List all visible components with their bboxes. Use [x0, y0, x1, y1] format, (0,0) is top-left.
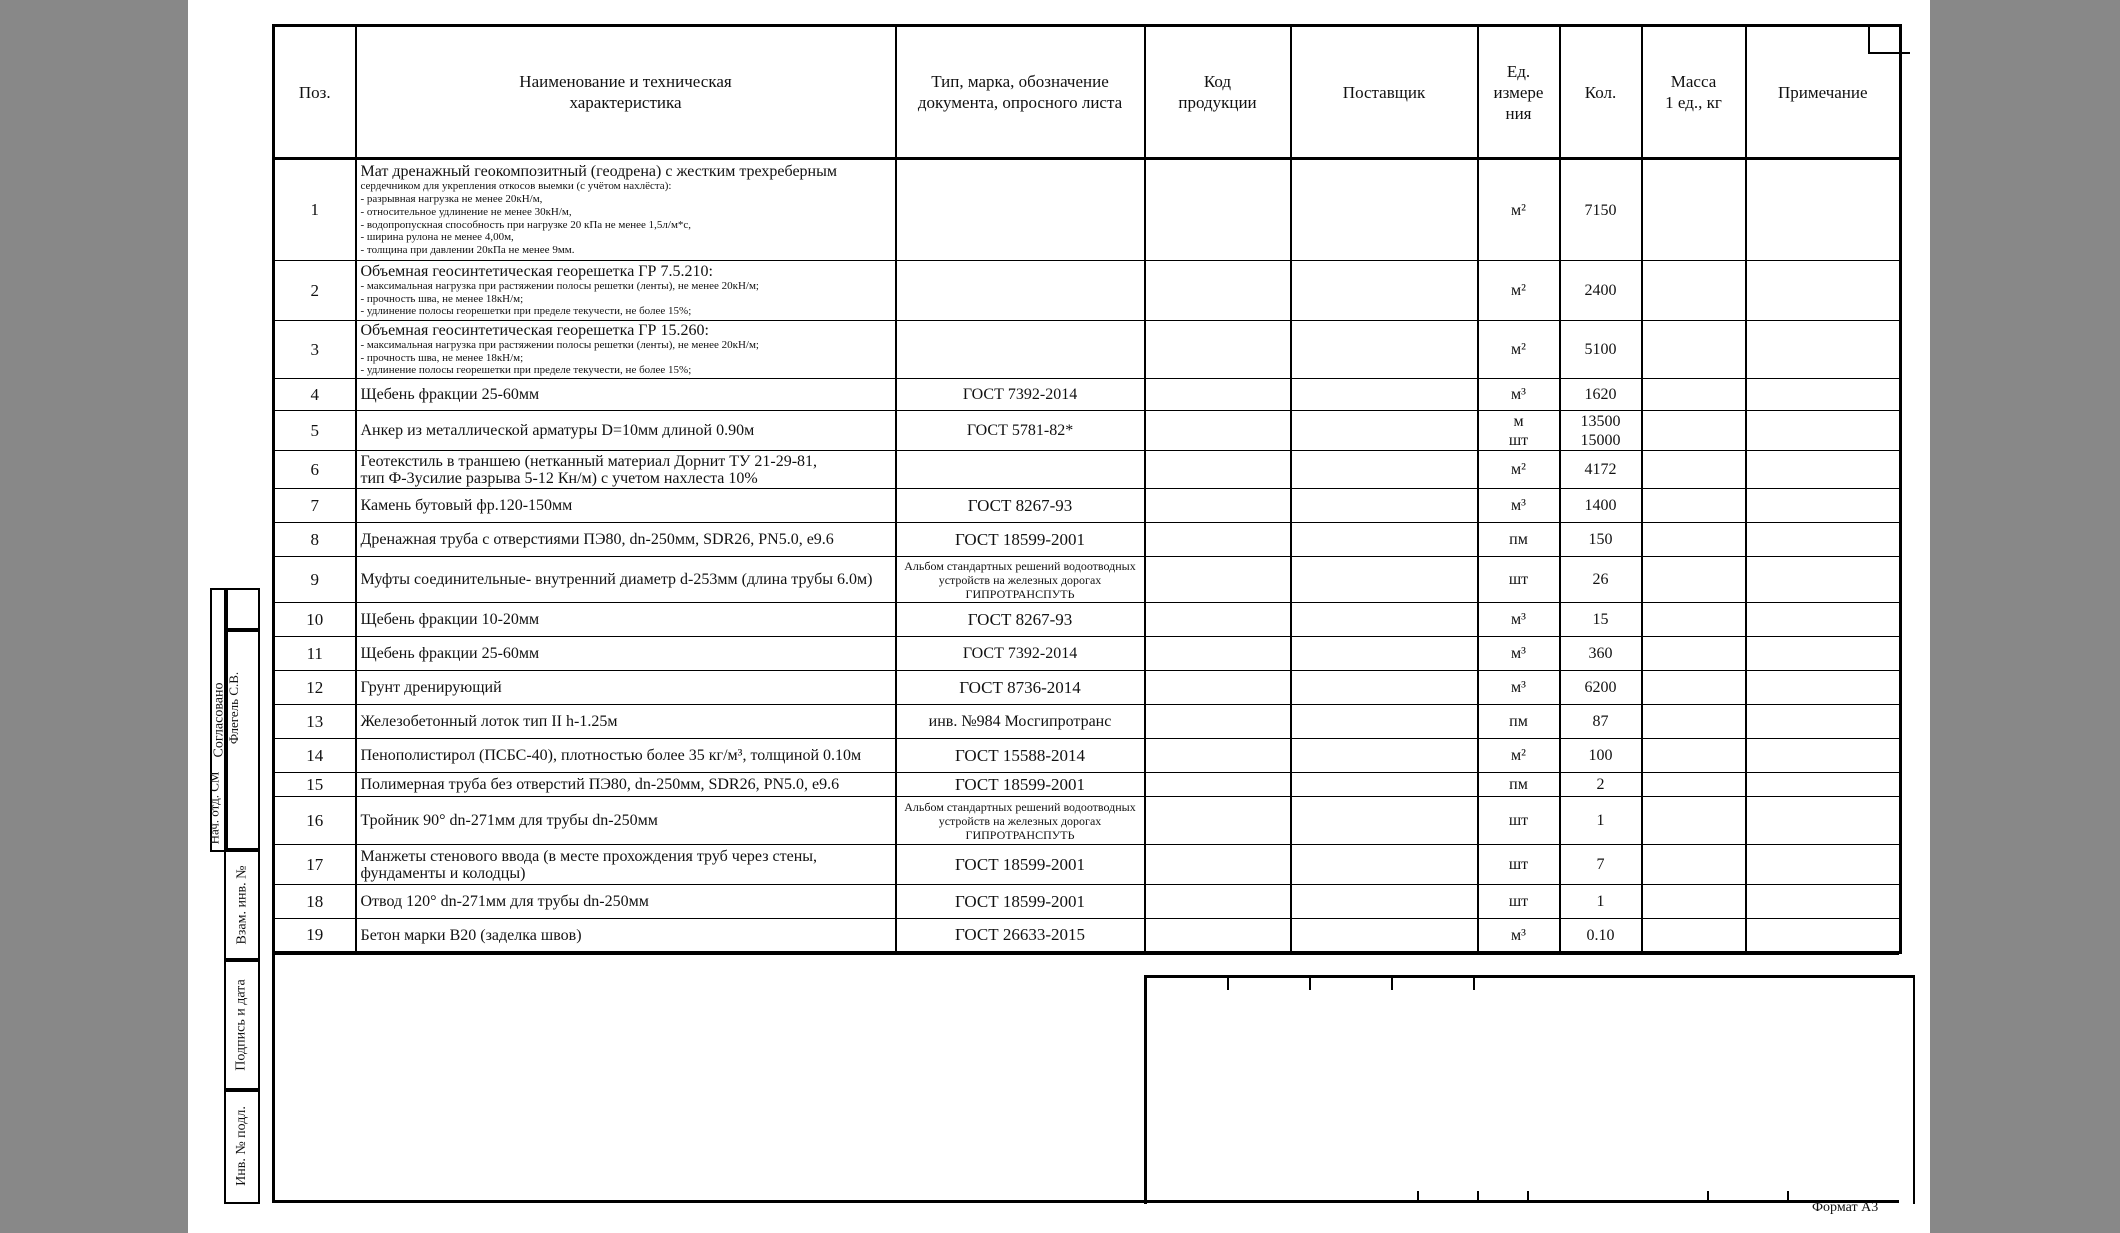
- side-stamp: [206, 588, 272, 1202]
- cell-pos: 4: [274, 379, 356, 411]
- cell-note: [1746, 603, 1901, 637]
- cell-doc: [896, 261, 1145, 321]
- stamp-signature-date: Подпись и дата: [224, 958, 260, 1092]
- cell-qty: 6200: [1560, 671, 1642, 705]
- cell-unit: м²: [1478, 739, 1560, 773]
- cell-note: [1746, 797, 1901, 845]
- cell-doc: ГОСТ 18599-2001: [896, 885, 1145, 919]
- cell-note: [1746, 557, 1901, 603]
- cell-qty: 360: [1560, 637, 1642, 671]
- cell-qty: 7150: [1560, 159, 1642, 261]
- cell-mass: [1642, 159, 1746, 261]
- cell-unit: м³: [1478, 919, 1560, 953]
- cell-supplier: [1291, 321, 1478, 379]
- stamp-head-dept: Нач. отд. СМ: [206, 771, 222, 845]
- cell-mass: [1642, 705, 1746, 739]
- cell-supplier: [1291, 489, 1478, 523]
- format-label: Формат А3: [1812, 1200, 1879, 1215]
- cell-code: [1145, 739, 1291, 773]
- cell-supplier: [1291, 411, 1478, 451]
- title-tick: [1391, 978, 1393, 990]
- cell-qty: 150: [1560, 523, 1642, 557]
- drawing-sheet: [188, 0, 1930, 1233]
- cell-supplier: [1291, 557, 1478, 603]
- cell-qty: 26: [1560, 557, 1642, 603]
- header-row: [274, 26, 1901, 159]
- cell-name: Мат дренажный геокомпозитный (геодрена) с жестким трехреберным сердечником для укрепления откосов выемки (с учётом нахлёста): - разрывная нагрузка не менее 20кН/м, - относительное удлинение не менее 30кН/м, - водопропускная способность при нагрузке 20 кПа не менее 1,5л/м*с, - ширина рулона не менее 4,00м, - толщина при давлении 20кПа не менее 9мм.: [356, 159, 896, 261]
- cell-unit: пм: [1478, 773, 1560, 797]
- cell-note: [1746, 451, 1901, 489]
- cell-code: [1145, 671, 1291, 705]
- table-row: [274, 671, 1901, 705]
- cell-name: Объемная геосинтетическая георешетка ГР 15.260: - максимальная нагрузка при растяжении полосы решетки (ленты), не менее 20кН/м; - прочность шва, не менее 18кН/м; - удлинение полосы георешетки при пределе текучести, не более 15%;: [356, 321, 896, 379]
- cell-mass: [1642, 919, 1746, 953]
- cell-supplier: [1291, 739, 1478, 773]
- cell-unit: м шт: [1478, 411, 1560, 451]
- title-tick: [1227, 978, 1229, 990]
- cell-supplier: [1291, 845, 1478, 885]
- table-row: [274, 739, 1901, 773]
- header-doc: Тип, марка, обозначение документа, опросного листа: [896, 26, 1145, 159]
- title-tick: [1707, 1191, 1709, 1203]
- cell-unit: м³: [1478, 671, 1560, 705]
- cell-name: Дренажная труба с отверстиями ПЭ80, dn-250мм, SDR26, PN5.0, e9.6: [356, 523, 896, 557]
- cell-doc: ГОСТ 15588-2014: [896, 739, 1145, 773]
- cell-note: [1746, 739, 1901, 773]
- header-unit: Ед. измере ния: [1478, 26, 1560, 159]
- cell-name: Грунт дренирующий: [356, 671, 896, 705]
- table-row: [274, 489, 1901, 523]
- cell-unit: м²: [1478, 159, 1560, 261]
- cell-mass: [1642, 523, 1746, 557]
- cell-unit: шт: [1478, 885, 1560, 919]
- cell-name: Щебень фракции 25-60мм: [356, 637, 896, 671]
- cell-mass: [1642, 671, 1746, 705]
- cell-supplier: [1291, 773, 1478, 797]
- cell-pos: 3: [274, 321, 356, 379]
- cell-doc: Альбом стандартных решений водоотводных устройств на железных дорогах ГИПРОТРАНСПУТЬ: [896, 797, 1145, 845]
- cell-mass: [1642, 557, 1746, 603]
- cell-code: [1145, 159, 1291, 261]
- cell-unit: м²: [1478, 451, 1560, 489]
- table-row: [274, 411, 1901, 451]
- table-row: [274, 845, 1901, 885]
- cell-pos: 9: [274, 557, 356, 603]
- header-note: Примечание: [1746, 26, 1901, 159]
- table-row: [274, 523, 1901, 557]
- header-supplier: Поставщик: [1291, 26, 1478, 159]
- cell-code: [1145, 845, 1291, 885]
- stamp-agreed: Согласовано: [210, 588, 228, 852]
- cell-doc: ГОСТ 7392-2014: [896, 637, 1145, 671]
- table-row: [274, 159, 1901, 261]
- cell-name: Геотекстиль в траншею (нетканный материал Дорнит ТУ 21-29-81, тип Ф-3усилие разрыва 5-12 Кн/м) с учетом нахлеста 10%: [356, 451, 896, 489]
- cell-qty: 1: [1560, 885, 1642, 919]
- cell-code: [1145, 557, 1291, 603]
- cell-code: [1145, 523, 1291, 557]
- cell-supplier: [1291, 451, 1478, 489]
- cell-doc: ГОСТ 8736-2014: [896, 671, 1145, 705]
- cell-mass: [1642, 489, 1746, 523]
- header-mass: Масса 1 ед., кг: [1642, 26, 1746, 159]
- cell-code: [1145, 411, 1291, 451]
- cell-supplier: [1291, 671, 1478, 705]
- cell-mass: [1642, 637, 1746, 671]
- cell-name: Отвод 120° dn-271мм для трубы dn-250мм: [356, 885, 896, 919]
- cell-name: Муфты соединительные- внутренний диаметр d-253мм (длина трубы 6.0м): [356, 557, 896, 603]
- cell-supplier: [1291, 379, 1478, 411]
- cell-pos: 17: [274, 845, 356, 885]
- cell-qty: 1620: [1560, 379, 1642, 411]
- cell-name: Щебень фракции 10-20мм: [356, 603, 896, 637]
- cell-unit: м³: [1478, 637, 1560, 671]
- cell-pos: 15: [274, 773, 356, 797]
- cell-mass: [1642, 885, 1746, 919]
- frame-left-line: [272, 952, 275, 1202]
- cell-doc: ГОСТ 26633-2015: [896, 919, 1145, 953]
- cell-qty: 87: [1560, 705, 1642, 739]
- table-row: [274, 321, 1901, 379]
- cell-note: [1746, 773, 1901, 797]
- cell-doc: ГОСТ 7392-2014: [896, 379, 1145, 411]
- cell-note: [1746, 705, 1901, 739]
- cell-doc: [896, 451, 1145, 489]
- cell-doc: ГОСТ 18599-2001: [896, 523, 1145, 557]
- cell-code: [1145, 603, 1291, 637]
- header-qty: Кол.: [1560, 26, 1642, 159]
- cell-doc: [896, 321, 1145, 379]
- cell-name: Полимерная труба без отверстий ПЭ80, dn-250мм, SDR26, PN5.0, e9.6: [356, 773, 896, 797]
- table-row: [274, 557, 1901, 603]
- title-tick: [1473, 978, 1475, 990]
- corner-box: [1868, 24, 1910, 54]
- cell-unit: шт: [1478, 557, 1560, 603]
- cell-qty: 1: [1560, 797, 1642, 845]
- header-name: Наименование и техническая характеристика: [356, 26, 896, 159]
- stamp-inv-replace: Взам. инв. №: [224, 848, 260, 962]
- cell-pos: 2: [274, 261, 356, 321]
- cell-code: [1145, 637, 1291, 671]
- cell-mass: [1642, 451, 1746, 489]
- cell-code: [1145, 919, 1291, 953]
- cell-code: [1145, 379, 1291, 411]
- cell-unit: м³: [1478, 603, 1560, 637]
- cell-note: [1746, 411, 1901, 451]
- cell-qty: 5100: [1560, 321, 1642, 379]
- cell-mass: [1642, 379, 1746, 411]
- cell-note: [1746, 489, 1901, 523]
- table-row: [274, 451, 1901, 489]
- cell-unit: шт: [1478, 797, 1560, 845]
- cell-doc: [896, 159, 1145, 261]
- table-row: [274, 773, 1901, 797]
- title-tick: [1527, 1191, 1529, 1203]
- cell-unit: м³: [1478, 379, 1560, 411]
- cell-name: Камень бутовый фр.120-150мм: [356, 489, 896, 523]
- cell-note: [1746, 159, 1901, 261]
- table-row: [274, 919, 1901, 953]
- title-tick: [1787, 1191, 1789, 1203]
- cell-pos: 5: [274, 411, 356, 451]
- cell-mass: [1642, 797, 1746, 845]
- cell-pos: 1: [274, 159, 356, 261]
- cell-code: [1145, 489, 1291, 523]
- cell-supplier: [1291, 705, 1478, 739]
- cell-qty: 2: [1560, 773, 1642, 797]
- stamp-inv-orig: Инв. № подл.: [224, 1088, 260, 1204]
- cell-supplier: [1291, 603, 1478, 637]
- cell-pos: 14: [274, 739, 356, 773]
- cell-qty: 1400: [1560, 489, 1642, 523]
- cell-name: Железобетонный лоток тип II h-1.25м: [356, 705, 896, 739]
- table-row: [274, 603, 1901, 637]
- cell-code: [1145, 773, 1291, 797]
- cell-qty: 2400: [1560, 261, 1642, 321]
- cell-mass: [1642, 773, 1746, 797]
- cell-mass: [1642, 321, 1746, 379]
- cell-supplier: [1291, 797, 1478, 845]
- cell-doc: ГОСТ 18599-2001: [896, 773, 1145, 797]
- cell-code: [1145, 451, 1291, 489]
- cell-unit: м²: [1478, 261, 1560, 321]
- cell-supplier: [1291, 637, 1478, 671]
- table-row: [274, 705, 1901, 739]
- cell-qty: 4172: [1560, 451, 1642, 489]
- cell-pos: 8: [274, 523, 356, 557]
- table-row: [274, 261, 1901, 321]
- cell-name: Пенополистирол (ПСБС-40), плотностью более 35 кг/м³, толщиной 0.10м: [356, 739, 896, 773]
- table-row: [274, 885, 1901, 919]
- cell-supplier: [1291, 159, 1478, 261]
- cell-code: [1145, 705, 1291, 739]
- cell-note: [1746, 845, 1901, 885]
- cell-name: Бетон марки В20 (заделка швов): [356, 919, 896, 953]
- cell-name: Щебень фракции 25-60мм: [356, 379, 896, 411]
- cell-qty: 100: [1560, 739, 1642, 773]
- cell-pos: 12: [274, 671, 356, 705]
- cell-note: [1746, 379, 1901, 411]
- cell-unit: пм: [1478, 705, 1560, 739]
- cell-supplier: [1291, 523, 1478, 557]
- title-tick: [1477, 1191, 1479, 1203]
- cell-mass: [1642, 261, 1746, 321]
- cell-name: Тройник 90° dn-271мм для трубы dn-250мм: [356, 797, 896, 845]
- cell-note: [1746, 261, 1901, 321]
- stamp-person: Флегель С.В.: [226, 671, 242, 745]
- table-row: [274, 637, 1901, 671]
- cell-unit: пм: [1478, 523, 1560, 557]
- cell-name: Объемная геосинтетическая георешетка ГР 7.5.210: - максимальная нагрузка при растяжении полосы решетки (ленты), не менее 20кН/м; - прочность шва, не менее 18кН/м; - удлинение полосы георешетки при пределе текучести, не более 15%;: [356, 261, 896, 321]
- cell-doc: ГОСТ 8267-93: [896, 489, 1145, 523]
- cell-doc: инв. №984 Мосгипротранс: [896, 705, 1145, 739]
- cell-note: [1746, 321, 1901, 379]
- cell-supplier: [1291, 919, 1478, 953]
- cell-code: [1145, 261, 1291, 321]
- cell-mass: [1642, 845, 1746, 885]
- cell-doc: ГОСТ 8267-93: [896, 603, 1145, 637]
- cell-note: [1746, 523, 1901, 557]
- cell-doc: ГОСТ 5781-82*: [896, 411, 1145, 451]
- table-row: [274, 797, 1901, 845]
- title-tick: [1309, 978, 1311, 990]
- table-bottom-line: [272, 952, 1899, 955]
- cell-name: Анкер из металлической арматуры D=10мм длиной 0.90м: [356, 411, 896, 451]
- cell-doc: ГОСТ 18599-2001: [896, 845, 1145, 885]
- cell-pos: 16: [274, 797, 356, 845]
- cell-pos: 13: [274, 705, 356, 739]
- cell-doc: Альбом стандартных решений водоотводных устройств на железных дорогах ГИПРОТРАНСПУТЬ: [896, 557, 1145, 603]
- cell-supplier: [1291, 885, 1478, 919]
- cell-supplier: [1291, 261, 1478, 321]
- cell-unit: шт: [1478, 845, 1560, 885]
- cell-mass: [1642, 411, 1746, 451]
- cell-mass: [1642, 739, 1746, 773]
- cell-pos: 18: [274, 885, 356, 919]
- cell-code: [1145, 797, 1291, 845]
- cell-note: [1746, 671, 1901, 705]
- cell-code: [1145, 321, 1291, 379]
- header-code: Код продукции: [1145, 26, 1291, 159]
- cell-qty: 7: [1560, 845, 1642, 885]
- title-block: [1144, 975, 1915, 1204]
- specification-table: [272, 24, 1902, 954]
- cell-unit: м²: [1478, 321, 1560, 379]
- cell-pos: 10: [274, 603, 356, 637]
- cell-unit: м³: [1478, 489, 1560, 523]
- header-pos: Поз.: [274, 26, 356, 159]
- stamp-blank: [224, 588, 260, 632]
- cell-code: [1145, 885, 1291, 919]
- title-tick: [1417, 1191, 1419, 1203]
- cell-name: Манжеты стенового ввода (в месте прохождения труб через стены, фундаменты и колодцы): [356, 845, 896, 885]
- cell-pos: 7: [274, 489, 356, 523]
- table-row: [274, 379, 1901, 411]
- cell-pos: 19: [274, 919, 356, 953]
- cell-note: [1746, 637, 1901, 671]
- cell-qty: 15: [1560, 603, 1642, 637]
- cell-qty: 0.10: [1560, 919, 1642, 953]
- cell-pos: 11: [274, 637, 356, 671]
- cell-qty: 13500 15000: [1560, 411, 1642, 451]
- cell-note: [1746, 919, 1901, 953]
- cell-mass: [1642, 603, 1746, 637]
- cell-pos: 6: [274, 451, 356, 489]
- cell-note: [1746, 885, 1901, 919]
